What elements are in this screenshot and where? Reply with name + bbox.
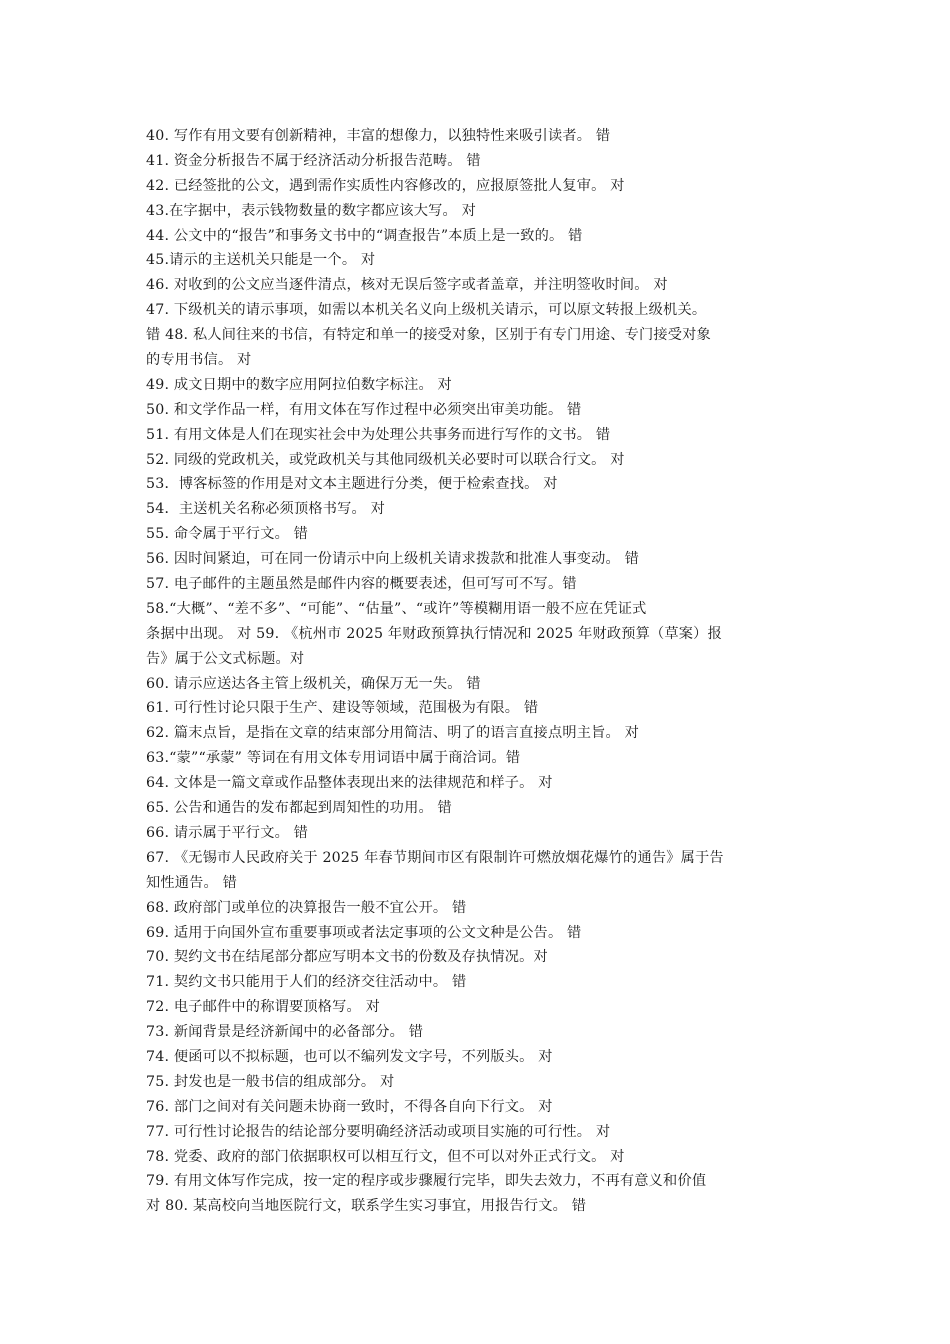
- text-line: 56. 因时间紧迫，可在同一份请示中向上级机关请求拨款和批准人事变动。 错: [146, 551, 639, 568]
- text-line: 错 48. 私人间往来的书信，有特定和单一的接受对象，区别于有专门用途、专门接受对象: [146, 327, 711, 344]
- text-line: 41. 资金分析报告不属于经济活动分析报告范畴。 错: [146, 152, 481, 169]
- text-line: 68. 政府部门或单位的决算报告一般不宜公开。 错: [146, 899, 467, 916]
- text-line: 44. 公文中的“报告”和事务文书中的“调查报告”本质上是一致的。 错: [146, 227, 583, 244]
- text-line: 67. 《无锡市人民政府关于 2025 年春节期间市区有限制许可燃放烟花爆竹的通告》属于告: [146, 849, 724, 866]
- text-line: 60. 请示应送达各主管上级机关，确保万无一失。 错: [146, 675, 481, 692]
- text-line: 53．博客标签的作用是对文本主题进行分类，便于检索查找。 对: [146, 476, 558, 493]
- text-line: 55. 命令属于平行文。 错: [146, 526, 309, 543]
- text-line: 告》属于公文式标题。对: [146, 650, 305, 667]
- text-line: 49. 成文日期中的数字应用阿拉伯数字标注。 对: [146, 376, 452, 393]
- text-line: 46. 对收到的公文应当逐件清点，核对无误后签字或者盖章，并注明签收时间。 对: [146, 277, 668, 294]
- text-line: 57. 电子邮件的主题虽然是邮件内容的概要表述，但可写可不写。错: [146, 576, 577, 593]
- text-line: 的专用书信。 对: [146, 352, 252, 369]
- text-line: 75. 封发也是一般书信的组成部分。 对: [146, 1073, 395, 1090]
- text-line: 66. 请示属于平行文。 错: [146, 824, 309, 841]
- text-line: 对 80. 某高校向当地医院行文，联系学生实习事宜，用报告行文。 错: [146, 1198, 587, 1215]
- text-line: 43.在字据中，表示钱物数量的数字都应该大写。 对: [146, 202, 477, 219]
- text-line: 50. 和文学作品一样，有用文体在写作过程中必须突出审美功能。 错: [146, 401, 582, 418]
- text-line: 78. 党委、政府的部门依据职权可以相互行文，但不可以对外正式行文。 对: [146, 1148, 625, 1165]
- text-line: 知性通告。 错: [146, 874, 238, 891]
- text-line: 42. 已经签批的公文，遇到需作实质性内容修改的，应报原签批人复审。 对: [146, 177, 625, 194]
- text-line: 72. 电子邮件中的称谓要顶格写。 对: [146, 999, 381, 1016]
- document-body: [146, 124, 806, 1219]
- text-line: 71. 契约文书只能用于人们的经济交往活动中。 错: [146, 974, 467, 991]
- text-line: 73. 新闻背景是经济新闻中的必备部分。 错: [146, 1024, 424, 1041]
- text-line: 65. 公告和通告的发布都起到周知性的功用。 错: [146, 800, 452, 817]
- text-line: 61. 可行性讨论只限于生产、建设等领域，范围极为有限。 错: [146, 700, 539, 717]
- text-line: 63.“蒙”“承蒙” 等词在有用文体专用词语中属于商洽词。错: [146, 750, 521, 767]
- text-line: 69. 适用于向国外宣布重要事项或者法定事项的公文文种是公告。 错: [146, 924, 582, 941]
- text-line: 70. 契约文书在结尾部分都应写明本文书的份数及存执情况。对: [146, 949, 548, 966]
- text-line: 54．主送机关名称必须顶格书写。 对: [146, 501, 385, 518]
- text-line: 40. 写作有用文要有创新精神，丰富的想像力，以独特性来吸引读者。 错: [146, 128, 611, 144]
- text-line: 62. 篇末点旨，是指在文章的结束部分用简洁、明了的语言直接点明主旨。 对: [146, 725, 639, 742]
- text-line: 74. 便函可以不拟标题，也可以不编列发文字号，不列版头。 对: [146, 1048, 553, 1065]
- text-line: 条据中出现。 对 59. 《杭州市 2025 年财政预算执行情况和 2025 年财政预算（草案）报: [146, 625, 722, 642]
- text-line: 77. 可行性讨论报告的结论部分要明确经济活动或项目实施的可行性。 对: [146, 1123, 611, 1140]
- text-line: 58.“大概”、“差不多”、“可能”、“估量”、“或许”等模糊用语一般不应在凭证式: [146, 600, 647, 617]
- text-line: 52. 同级的党政机关，或党政机关与其他同级机关必要时可以联合行文。 对: [146, 451, 625, 468]
- text-line: 51. 有用文体是人们在现实社会中为处理公共事务而进行写作的文书。 错: [146, 426, 611, 443]
- text-line: 76. 部门之间对有关问题未协商一致时，不得各自向下行文。 对: [146, 1098, 553, 1115]
- text-line: 79. 有用文体写作完成，按一定的程序或步骤履行完毕，即失去效力，不再有意义和价值: [146, 1173, 707, 1190]
- text-line: 45.请示的主送机关只能是一个。 对: [146, 252, 376, 269]
- text-line: 64. 文体是一篇文章或作品整体表现出来的法律规范和样子。 对: [146, 775, 553, 792]
- text-line: 47. 下级机关的请示事项，如需以本机关名义向上级机关请示，可以原文转报上级机关。: [146, 302, 707, 319]
